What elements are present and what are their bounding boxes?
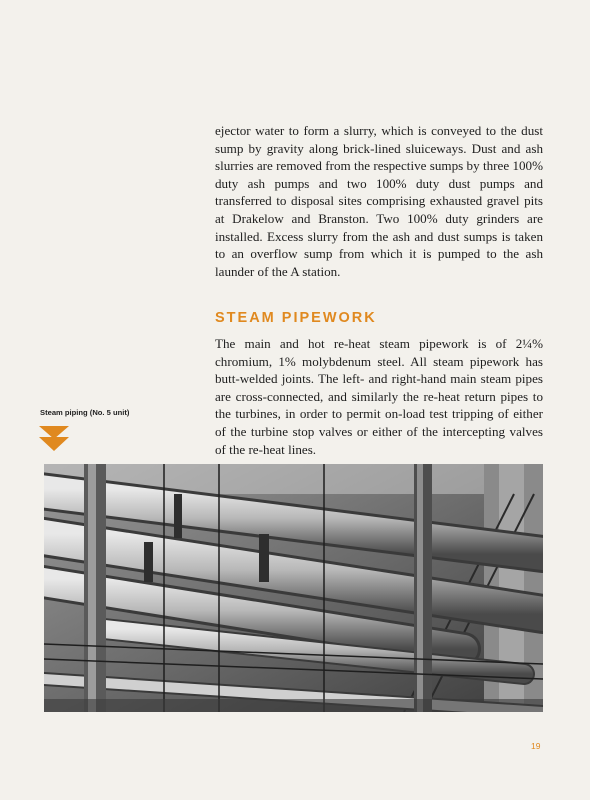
page-number: 19 bbox=[531, 741, 541, 751]
steam-piping-photo bbox=[44, 464, 543, 712]
figure-caption: Steam piping (No. 5 unit) bbox=[40, 408, 130, 417]
section-heading: STEAM PIPEWORK bbox=[215, 310, 377, 326]
down-arrow-icon bbox=[39, 426, 69, 452]
body-paragraph: The main and hot re-heat steam pipework is of 2¼% chromium, 1% molybdenum steel. All steam pipework has butt-welded joints. The left- and right-hand main steam pipes are cross-connected, and similarly the re-heat return pipes to the turbines, in order to permit on-load test tripping of either of the turbine stop valves or either of the intercepting valves of the re-heat lines. bbox=[215, 336, 543, 457]
body-paragraph: ejector water to form a slurry, which is conveyed to the dust sump by gravity along brick-lined sluiceways. Dust and ash slurries are removed from the respective sumps by three 100% duty ash pumps and two 100% duty dust pumps and transferred to disposal sites comprising exhausted gravel pits at Drakelow and Branston. Two 100% duty grinders are installed. Excess slurry from the ash and dust sumps is taken to an overflow sump from which it is pumped to the ash launder of the A station. bbox=[215, 123, 543, 279]
